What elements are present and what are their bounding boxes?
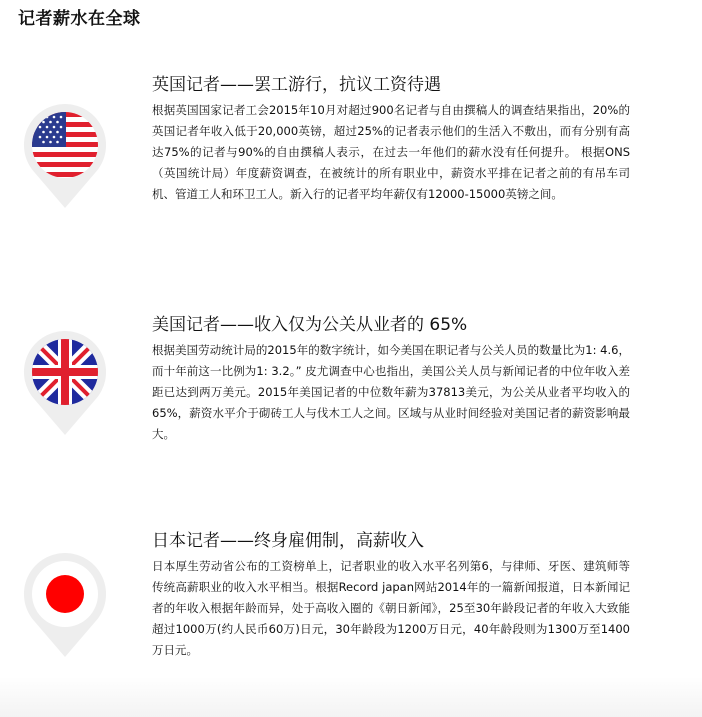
- section-heading: 英国记者——罢工游行，抗议工资待遇: [152, 75, 441, 95]
- page-title: 记者薪水在全球: [18, 9, 141, 29]
- bottom-fade: [0, 677, 702, 717]
- section-body: 根据美国劳动统计局的2015年的数字统计，如今美国在职记者与公关人员的数量比为1: 4.6，而十年前这一比例为1: 3.2。” 皮尤调查中心也指出，美国公关人员与新闻记者的中位年收入差距已达到两万美元。2015年美国记者的中位数年薪为37813美元，为公关从业者平均收入的65%，薪资水平介于砌砖工人与伐木工人之间。区域与从业时间经验对美国记者的薪资影响最大。: [152, 343, 630, 441]
- japan-flag-icon: [20, 549, 110, 659]
- section-heading: 美国记者——收入仅为公关从业者的 65%: [152, 315, 468, 335]
- section-heading: 日本记者——终身雇佣制，高薪收入: [152, 531, 424, 551]
- uk-flag-icon: [20, 327, 110, 437]
- section-body: 日本厚生劳动省公布的工资榜单上，记者职业的收入水平名列第6，与律师、牙医、建筑师等传统高薪职业的收入水平相当。根据Record japan网站2014年的一篇新闻报道，日本新闻记者的年收入根据年龄而异，处于高收入圈的《朝日新闻》，25至30年龄段记者的年收入大致能超过1000万(约人民币60万)日元，30年龄段为1200万日元，40年龄段则为1300万至1400万日元。: [152, 559, 630, 657]
- us-flag-icon: [20, 100, 110, 210]
- section-body: 根据英国国家记者工会2015年10月对超过900名记者与自由撰稿人的调查结果指出，20%的英国记者年收入低于20,000英镑，超过25%的记者表示他们的生活入不敷出，而有分别有高达75%的记者与90%的自由撰稿人表示，在过去一年他们的薪水没有任何提升。 根据ONS（英国统计局）年度薪资调查，在被统计的所有职业中，薪资水平排在记者之前的有吊车司机、管道工人和环卫工人。新入行的记者平均年薪仅有12000-15000英镑之间。: [152, 103, 630, 201]
